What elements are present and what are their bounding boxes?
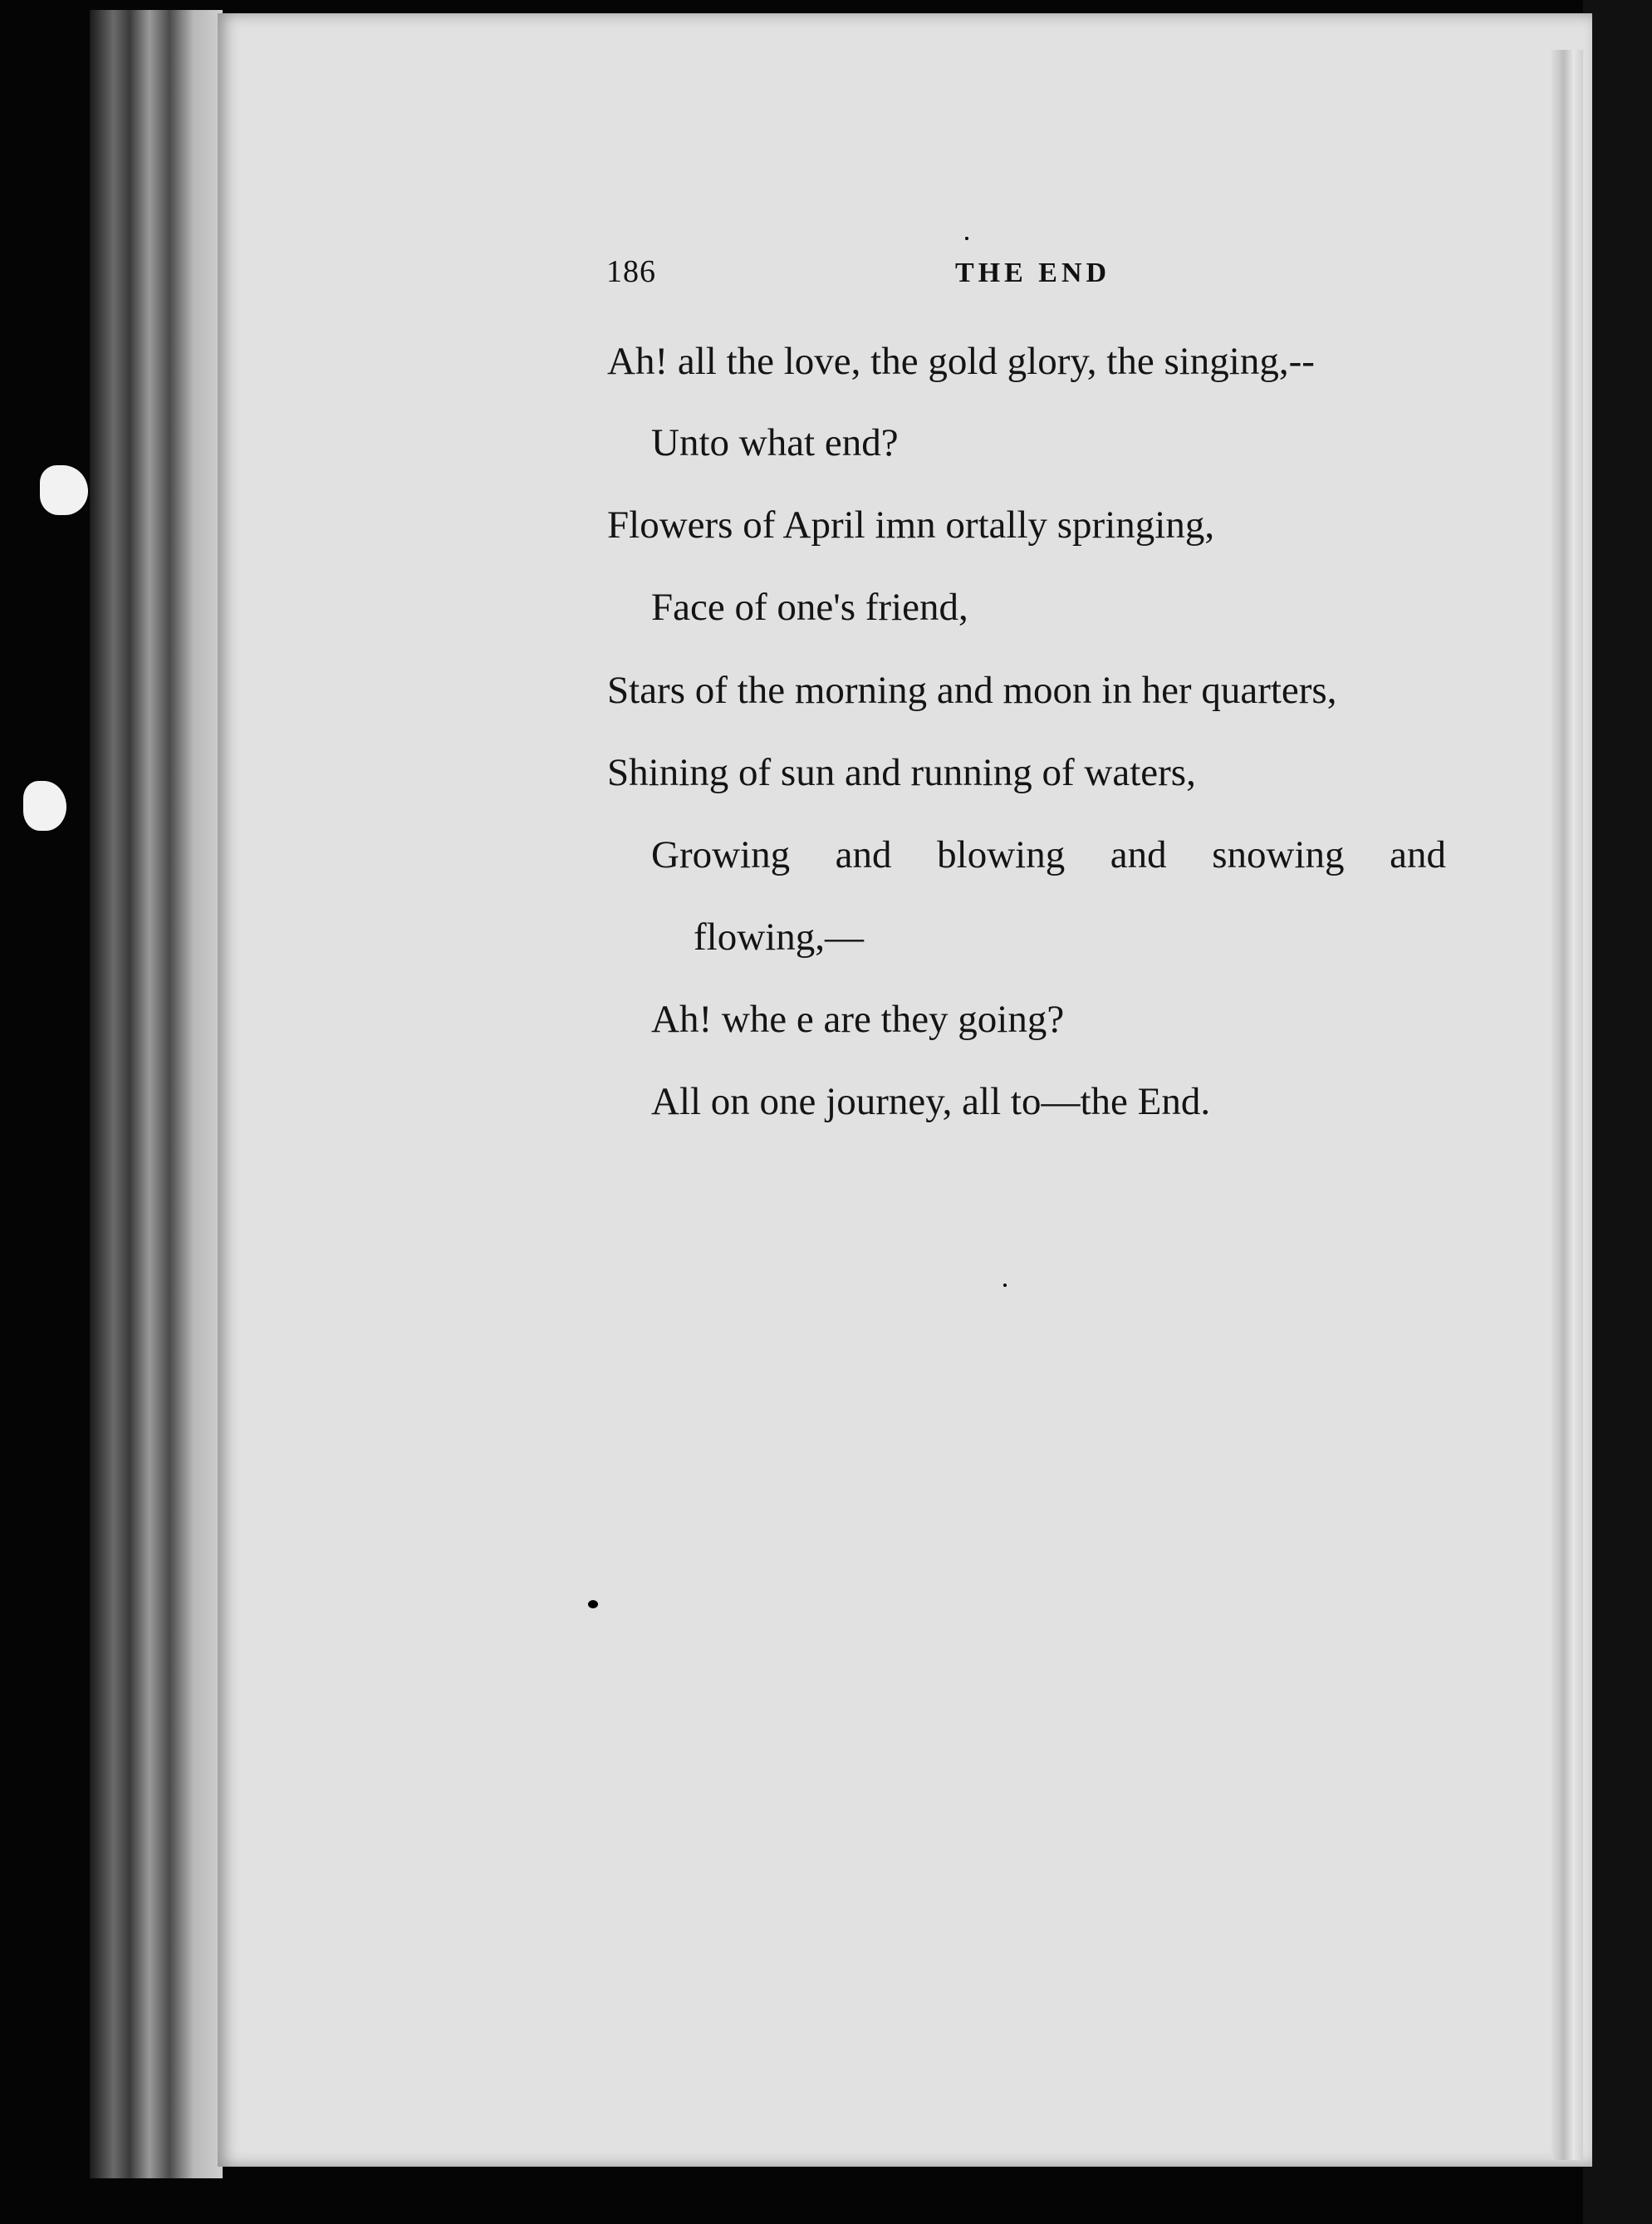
book-spine-edge: [90, 10, 223, 2178]
running-head: [0, 0, 1652, 332]
running-title: THE END: [955, 258, 1111, 288]
poem-line: Stars of the morning and moon in her quarters,: [607, 669, 1337, 712]
paper-flake: [23, 781, 66, 831]
page-number: 186: [606, 254, 656, 289]
poem-line: Flowers of April imn ortally springing,: [607, 503, 1215, 547]
poem-line: Growing and blowing and snowing and: [651, 833, 1446, 876]
ink-speck: [588, 1600, 598, 1608]
page-fore-edge: [1552, 50, 1583, 2160]
poem-line: All on one journey, all to—the End.: [651, 1080, 1211, 1123]
poem-line: Ah! all the love, the gold glory, the singing,--: [607, 340, 1315, 383]
poem-line: Face of one's friend,: [651, 586, 968, 629]
poem-line: Unto what end?: [651, 421, 899, 464]
poem-line: Shining of sun and running of waters,: [607, 751, 1196, 794]
poem-line: flowing,—: [694, 916, 864, 959]
right-margin-dark: [1583, 0, 1652, 2224]
poem-line: Ah! whe e are they going?: [651, 998, 1065, 1041]
paper-flake: [40, 465, 88, 515]
ink-speck: [1003, 1284, 1007, 1287]
